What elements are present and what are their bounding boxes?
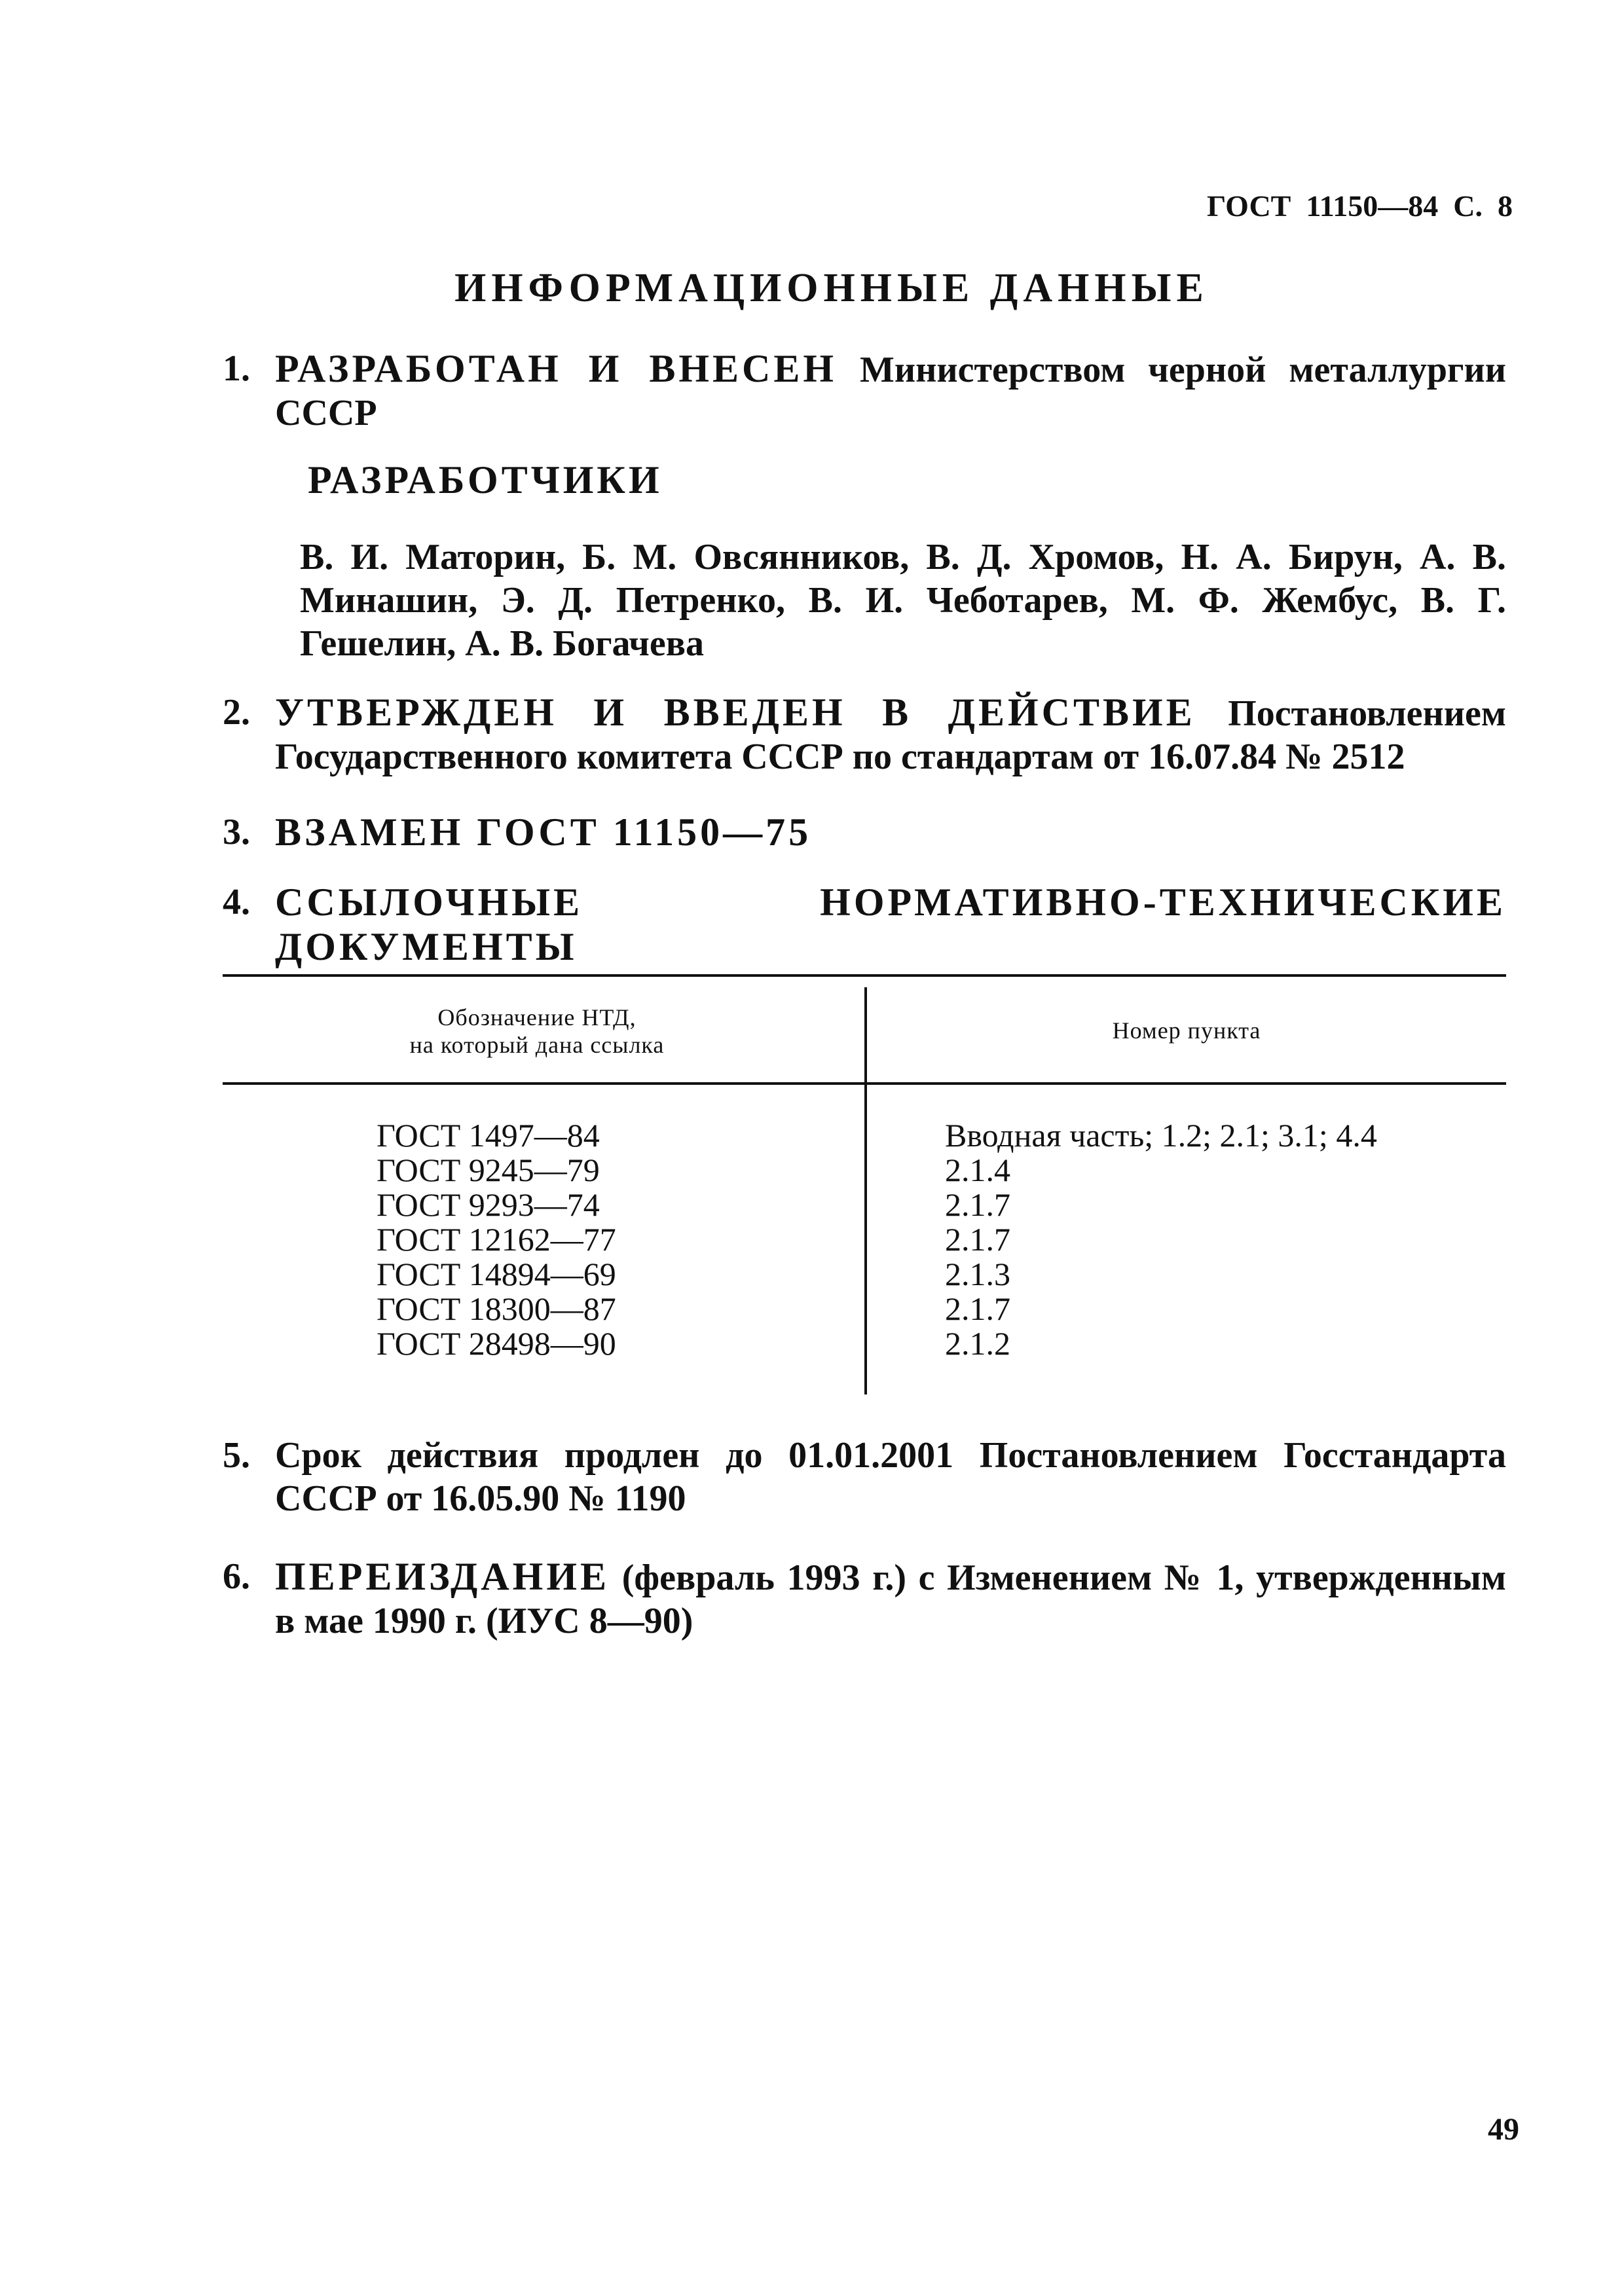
- running-head: ГОСТ 11150—84 С. 8: [1206, 189, 1513, 223]
- header-line: на который дана ссылка: [409, 1032, 665, 1058]
- section-number: 4.: [223, 882, 250, 922]
- table-header-item: Номер пункта: [1112, 1017, 1261, 1044]
- developers-heading: РАЗРАБОТЧИКИ: [308, 458, 663, 501]
- table-cell-item: 2.1.4: [945, 1152, 1010, 1188]
- section-text: [275, 881, 1506, 970]
- section-5: [223, 1434, 1506, 1525]
- section-body: Срок действия продлен до 01.01.2001 Постановлением Госстандарта СССР от 16.05.90 № 1190: [275, 1435, 1506, 1519]
- section-text: [275, 1555, 1506, 1643]
- table-column-items: [945, 1118, 1502, 1361]
- section-number: 3.: [223, 812, 250, 852]
- section-caps: УТВЕРЖДЕН И ВВЕДЕН В ДЕЙСТВИЕ: [275, 691, 1196, 734]
- section-caps: ССЫЛОЧНЫЕ НОРМАТИВНО-ТЕХНИЧЕСКИЕ ДОКУМЕНТЫ: [275, 881, 1506, 968]
- section-body: (февраль 1993 г.) с Изменением № 1, утвержденным в мае 1990 г. (ИУС 8—90): [275, 1558, 1507, 1641]
- section-text: [275, 691, 1506, 778]
- table-cell-doc: ГОСТ 9245—79: [377, 1152, 600, 1188]
- table-cell-item: 2.1.7: [945, 1290, 1010, 1327]
- reference-table: [223, 974, 1506, 1393]
- table-cell-doc: ГОСТ 1497—84: [377, 1117, 600, 1154]
- section-body: Министерством черной металлургии СССР: [275, 350, 1506, 433]
- section-2: [223, 691, 1506, 782]
- table-cell-doc: ГОСТ 9293—74: [377, 1186, 600, 1223]
- table-cell-item: 2.1.7: [945, 1186, 1010, 1223]
- section-text: [275, 347, 1506, 435]
- table-cell-item: Вводная часть; 1.2; 2.1; 3.1; 4.4: [945, 1117, 1377, 1154]
- section-number: 5.: [223, 1435, 250, 1476]
- table-header-document: [223, 1004, 851, 1059]
- section-6: [223, 1555, 1506, 1647]
- page-title: ИНФОРМАЦИОННЫЕ ДАННЫЕ: [454, 266, 1209, 310]
- table-cell-item: 2.1.7: [945, 1221, 1010, 1258]
- section-number: 2.: [223, 692, 250, 733]
- table-column-divider: [864, 987, 867, 1394]
- section-1: [223, 347, 1506, 439]
- page-number: 49: [1488, 2112, 1519, 2147]
- table-cell-doc: ГОСТ 18300—87: [377, 1290, 616, 1327]
- section-caps: ПЕРЕИЗДАНИЕ: [275, 1555, 610, 1598]
- table-cell-doc: ГОСТ 28498—90: [377, 1325, 616, 1362]
- section-caps: ВЗАМЕН ГОСТ 11150—75: [275, 811, 812, 854]
- section-number: 6.: [223, 1556, 250, 1597]
- developers-names: В. И. Маторин, Б. М. Овсянников, В. Д. Хромов, Н. А. Бирун, А. В. Минашин, Э. Д. Петренко, В. И. Чеботарев, М. Ф. Жембус, В. Г. Гешелин, А. В. Богачева: [300, 537, 1506, 664]
- section-body: Постановлением Государственного комитета СССР по стандартам от 16.07.84 № 2512: [275, 693, 1507, 777]
- table-cell-item: 2.1.2: [945, 1325, 1010, 1362]
- section-number: 1.: [223, 348, 250, 389]
- table-column-documents: [377, 1118, 835, 1361]
- table-top-rule: [223, 974, 1506, 977]
- section-text: [275, 1434, 1506, 1520]
- table-cell-doc: ГОСТ 14894—69: [377, 1256, 616, 1292]
- section-caps: РАЗРАБОТАН И ВНЕСЕН: [275, 347, 838, 390]
- header-line: Обозначение НТД,: [437, 1004, 637, 1030]
- table-cell-item: 2.1.3: [945, 1256, 1010, 1292]
- section-text: [275, 811, 811, 855]
- table-cell-doc: ГОСТ 12162—77: [377, 1221, 616, 1258]
- section-3: [223, 811, 1506, 856]
- section-4: [223, 881, 1506, 972]
